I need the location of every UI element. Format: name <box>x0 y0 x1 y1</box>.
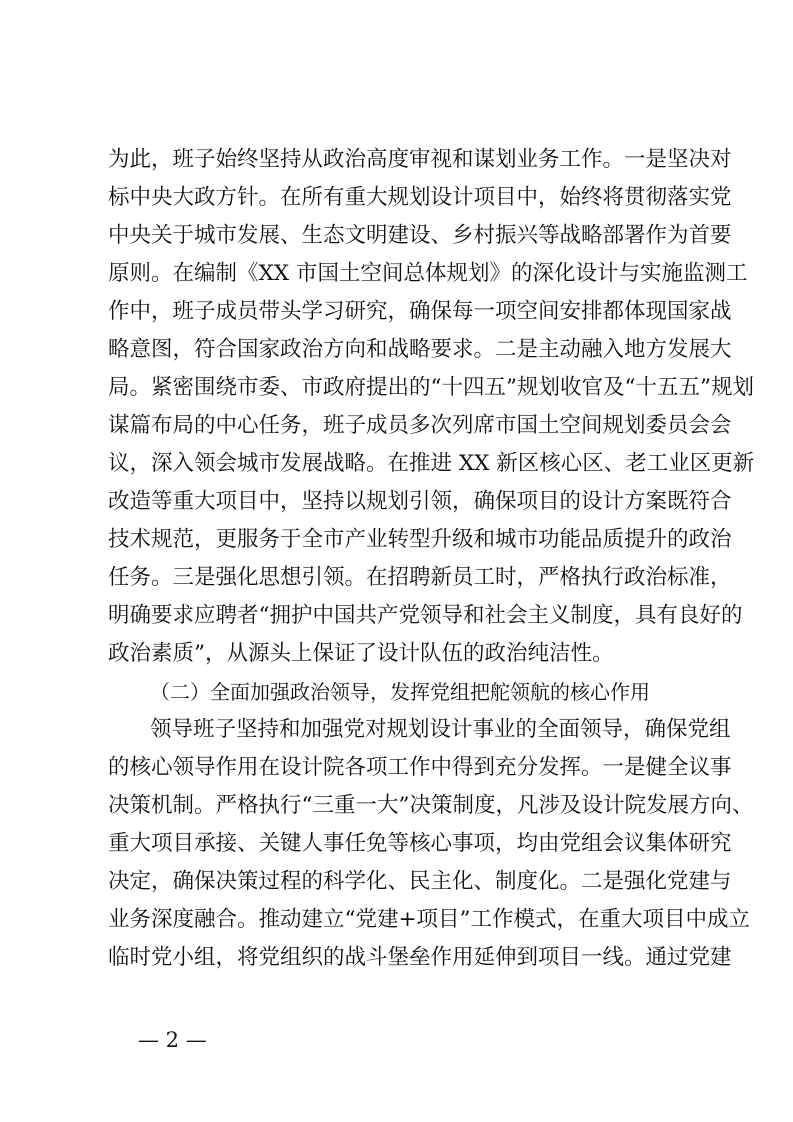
paragraph-line: 明确要求应聘者“拥护中国共产党领导和社会主义制度，具有良好的 <box>108 603 743 628</box>
paragraph-line: 中央关于城市发展、生态文明建设、乡村振兴等战略部署作为首要 <box>108 223 732 248</box>
paragraph-line: 改造等重大项目中，坚持以规划引领，确保项目的设计方案既符合 <box>108 489 732 514</box>
section-heading: （二）全面加强政治领导，发挥党组把舵领航的核心作用 <box>150 680 650 704</box>
paragraph-line: 领导班子坚持和加强党对规划设计事业的全面领导，确保党组 <box>150 717 731 742</box>
paragraph-line: 原则。在编制《XX 市国土空间总体规划》的深化设计与实施监测工 <box>108 261 748 286</box>
paragraph-line: 重大项目承接、关键人事任免等核心事项，均由党组会议集体研究 <box>108 831 732 856</box>
paragraph-line: 略意图，符合国家政治方向和战略要求。二是主动融入地方发展大 <box>108 337 732 362</box>
paragraph-line: 业务深度融合。推动建立“党建+项目”工作模式，在重大项目中成立 <box>108 907 751 932</box>
paragraph-line: 谋篇布局的中心任务，班子成员多次列席市国土空间规划委员会会 <box>108 413 732 438</box>
paragraph-line: 局。紧密围绕市委、市政府提出的“十四五”规划收官及“十五五”规划 <box>108 375 754 400</box>
paragraph-line: 作中，班子成员带头学习研究，确保每一项空间安排都体现国家战 <box>108 299 732 324</box>
paragraph-line: 技术规范，更服务于全市产业转型升级和城市功能品质提升的政治 <box>108 527 732 552</box>
paragraph-line: 临时党小组，将党组织的战斗堡垒作用延伸到项目一线。通过党建 <box>108 945 732 970</box>
paragraph-line: 为此，班子始终坚持从政治高度审视和谋划业务工作。一是坚决对 <box>108 147 732 172</box>
paragraph-line: 决定，确保决策过程的科学化、民主化、制度化。二是强化党建与 <box>108 869 732 894</box>
paragraph-line: 决策机制。严格执行“三重一大”决策制度，凡涉及设计院发展方向、 <box>108 793 754 818</box>
paragraph-line: 的核心领导作用在设计院各项工作中得到充分发挥。一是健全议事 <box>108 755 732 780</box>
paragraph-line: 议，深入领会城市发展战略。在推进 XX 新区核心区、老工业区更新 <box>108 451 755 476</box>
paragraph-line: 任务。三是强化思想引领。在招聘新员工时，严格执行政治标准， <box>108 565 732 590</box>
paragraph-line: 标中央大政方针。在所有重大规划设计项目中，始终将贯彻落实党 <box>108 185 732 210</box>
paragraph-line: 政治素质”，从源头上保证了设计队伍的政治纯洁性。 <box>108 641 614 666</box>
page-number: — 2 — <box>138 1028 207 1052</box>
